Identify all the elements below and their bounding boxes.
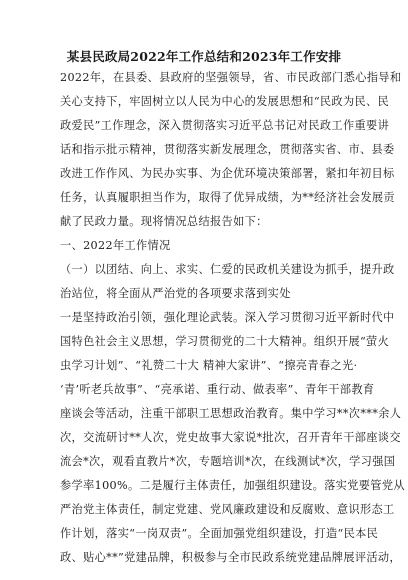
body-line: 改进工作作风、为民办实事、为企优环境决策部署，紧扣年初目标: [60, 167, 395, 180]
body-line: 国特色社会主义思想，学习贯彻党的二十大精神。组织开展“萤火: [60, 335, 390, 348]
section-heading: 一、2022年工作情况: [60, 239, 171, 252]
body-line: 参学率100%。二是履行主体责任，加强组织建设。落实党要管党从: [60, 479, 405, 492]
body-line: 话和指示批示精神，贯彻落实新发展理念，贯彻落实省、市、县委: [60, 143, 395, 156]
body-line: 作计划，落实“一岗双责”。全面加强党组织建设，打造“民本民: [60, 527, 379, 540]
subsection-heading: 治站位，将全面从严治党的各项要求落到实处: [60, 287, 291, 300]
body-line: 政爱民”工作理念，深入贯彻落实习近平总书记对民政工作重要讲: [60, 119, 390, 132]
body-line: 任务，认真履职担当作为，取得了优异成绩，为**经济社会发展贡: [60, 191, 395, 204]
body-line: 次，交流研讨**人次，党史故事大家说*批次，召开青年干部座谈交: [60, 431, 401, 444]
body-line: 政、贴心**”党建品牌，积极参与全市民政系统党建品牌展评活动，: [60, 551, 402, 564]
body-line: 一是坚持政治引领，强化理论武装。深入学习贯彻习近平新时代中: [60, 311, 395, 324]
body-line: 严治党主体责任，制定党建、党风廉政建设和反腐败、意识形态工: [60, 503, 395, 516]
body-line: 流会*次，观看直教片*次，专题培训*次，在线测试*次，学习强国: [60, 455, 396, 468]
body-line: 2022年，在县委、县政府的坚强领导，省、市民政部门悉心指导和: [60, 71, 402, 84]
body-line: 关心支持下，牢固树立以人民为中心的发展思想和“民政为民、民: [60, 95, 390, 108]
body-line: 座谈会等活动，注重干部职工思想政治教育。集中学习**次***余人: [60, 407, 402, 420]
subsection-heading: （一）以团结、向上、求实、仁爱的民政机关建设为抓手，提升政: [60, 263, 395, 276]
body-line: ‘青’听老兵故事”、“亮承诺、重行动、做表率”、青年干部教育: [60, 383, 375, 396]
body-line: 虫学习计划”、“礼赞二十大 精神大家讲”、“擦亮青春之光·: [60, 359, 358, 372]
document-title: 某县民政局2022年工作总结和2023年工作安排: [66, 49, 342, 64]
body-line: 献了民政力量。现将情况总结报告如下：: [60, 215, 268, 228]
